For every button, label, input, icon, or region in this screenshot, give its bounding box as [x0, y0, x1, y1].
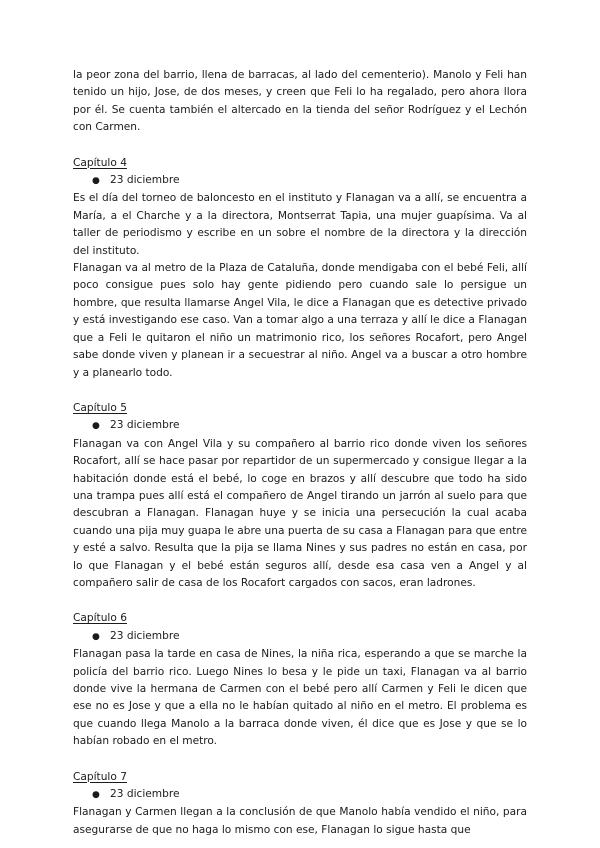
chapter-paragraph: Flanagan va al metro de la Plaza de Cataluña, donde mendigaba con el bebé Feli, allí poco consigue pues solo hay gente pidiendo pero cuando sale lo persigue un hombre, que resulta llamarse Angel Vila, le dice a Flanagan que es detective privado y está investigando ese caso. Van a tomar algo a una terraza y allí le dice a Flanagan que a Feli le quitaron el niño un matrimonio rico, los señores Rocafort, pero Angel sabe donde viven y planean ir a secuestrar al niño. Angel va a buscar a otro hombre y a planearlo todo. — [73, 262, 527, 379]
chapter-title: Capítulo 4 — [73, 156, 127, 169]
date-bullet — [73, 417, 527, 435]
date-text: 23 diciembre — [110, 174, 180, 187]
intro-paragraph: la peor zona del barrio, llena de barracas, al lado del cementerio). Manolo y Feli han tenido un hijo, Jose, de dos meses, y creen que Feli lo ha regalado, pero ahora llora por él. Se cuenta también el altercado en la tienda del señor Rodríguez y el Lechón con Carmen. — [73, 69, 527, 134]
date-text: 23 diciembre — [110, 419, 180, 432]
bullet-icon: ● — [92, 421, 100, 432]
date-bullet — [73, 786, 527, 804]
chapter-6 — [73, 610, 527, 750]
date-text: 23 diciembre — [110, 629, 180, 642]
chapter-paragraph: Flanagan pasa la tarde en casa de Nines, la niña rica, esperando a que se marche la policía del barrio rico. Luego Nines lo besa y le pide un taxi, Flanagan va al barrio donde vive la hermana de Carmen con el bebé pero allí Carmen y Feli le dicen que ese no es Jose y que a ella no le habían quitado al niño en el metro. El problema es que cuando llega Manolo a la barraca donde viven, él dice que es Jose y que se lo habían robado en el metro. — [73, 648, 527, 748]
chapter-paragraph: Flanagan y Carmen llegan a la conclusión de que Manolo había vendido el niño, para asegurarse de que no haga lo mismo con ese, Flanagan lo sigue hasta que — [73, 806, 527, 836]
date-bullet — [73, 172, 527, 190]
chapter-paragraph: Flanagan va con Angel Vila y su compañero al barrio rico donde viven los señores Rocafort, allí se hace pasar por repartidor de un supermercado y consigue llegar a la habitación donde está el bebé, lo coge en brazos y allí descubre que todo ha sido una trampa pues allí está el compañero de Angel tirando un jarrón al suelo para que descubran a Flanagan. Flanagan huye y se inicia una persecución la cual acaba cuando una pija muy guapa le abre una puerta de su casa a Flanagan para que entre y esté a salvo. Resulta que la pija se llama Nines y sus padres no están en casa, por lo que Flanagan y el bebé están seguros allí, desde esa casa ven a Angel y al compañero salir de casa de los Rocafort cargados con sacos, eran ladrones. — [73, 437, 527, 589]
chapter-title: Capítulo 5 — [73, 401, 127, 414]
bullet-icon: ● — [92, 631, 100, 642]
bullet-icon: ● — [92, 176, 100, 187]
chapter-title: Capítulo 6 — [73, 612, 127, 625]
chapter-paragraph: Es el día del torneo de baloncesto en el instituto y Flanagan va a allí, se encuentra a María, a el Charche y a la directora, Montserrat Tapia, una mujer guapísima. Va al taller de periodismo y escribe en un sobre el nombre de la directora y la dirección del instituto. — [73, 192, 527, 257]
chapter-5 — [73, 400, 527, 592]
chapter-7 — [73, 769, 527, 840]
chapter-4 — [73, 155, 527, 382]
document-page — [73, 67, 527, 839]
chapter-title: Capítulo 7 — [73, 770, 127, 783]
bullet-icon: ● — [92, 790, 100, 801]
date-text: 23 diciembre — [110, 788, 180, 801]
date-bullet — [73, 628, 527, 646]
